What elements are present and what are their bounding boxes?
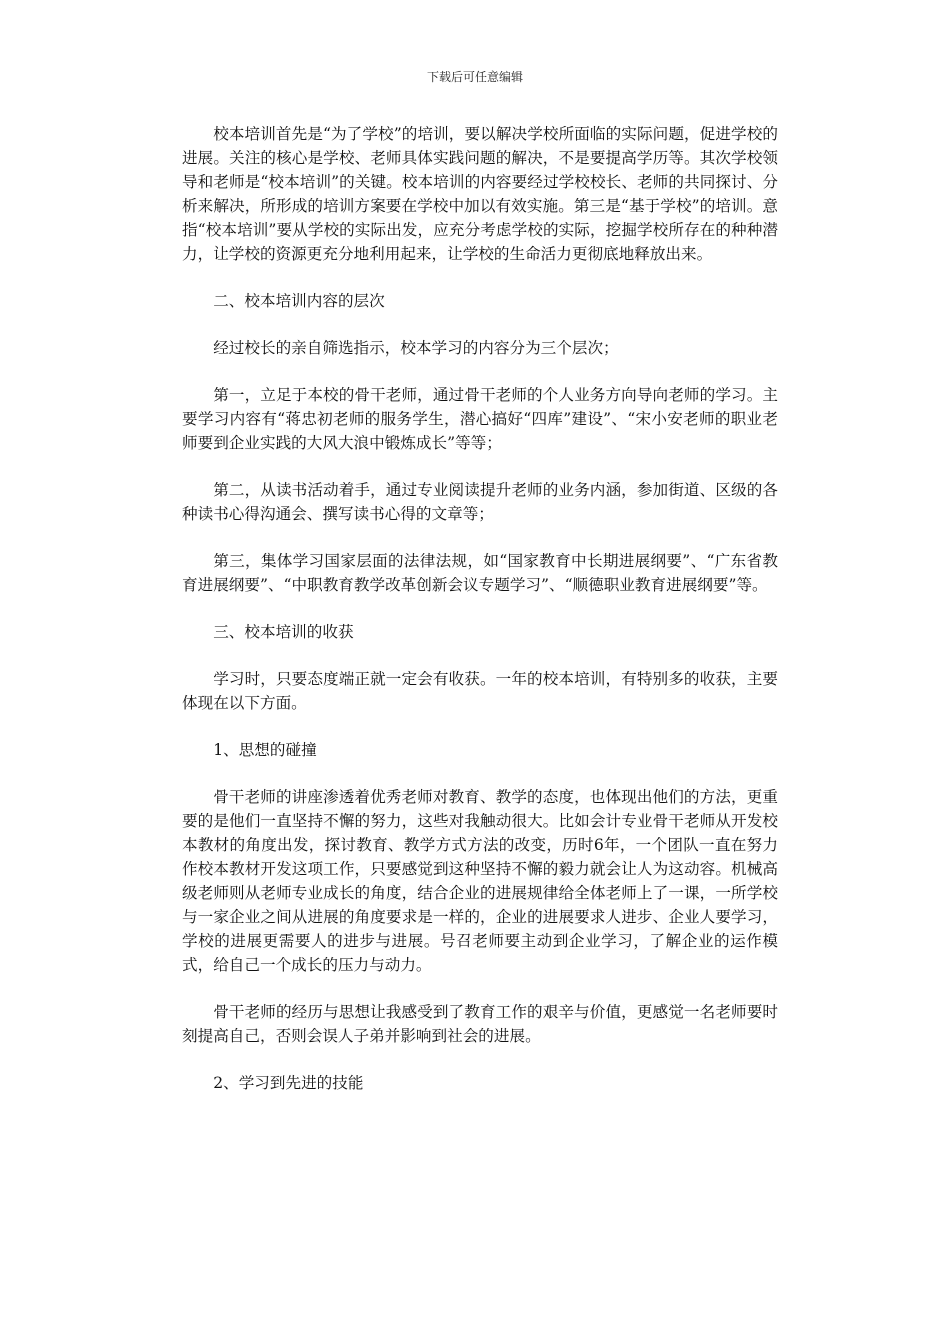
paragraph: 经过校长的亲自筛选指示，校本学习的内容分为三个层次； — [213, 339, 619, 357]
paragraph: 第二，从读书活动着手，通过专业阅读提升老师的业务内涵，参加街道、区级的各种读书心得沟通会、撰写读书心得的文章等； — [182, 481, 778, 523]
document-body — [182, 122, 778, 1118]
paragraph: 第一，立足于本校的骨干老师，通过骨干老师的个人业务方向导向老师的学习。主要学习内容有“蒋忠初老师的服务学生，潜心搞好“四库”建设”、“宋小安老师的职业老师要到企业实践的大风大浪中锻炼成长”等等； — [182, 386, 778, 452]
paragraph: 校本培训首先是“为了学校”的培训，要以解决学校所面临的实际问题，促进学校的进展。关注的核心是学校、老师具体实践问题的解决，不是要提高学历等。其次学校领导和老师是“校本培训”的关键。校本培训的内容要经过学校校长、老师的共同探讨、分析来解决，所形成的培训方案要在学校中加以有效实施。第三是“基于学校”的培训。意指“校本培训”要从学校的实际出发，应充分考虑学校的实际，挖掘学校所存在的种种潜力，让学校的资源更充分地利用起来，让学校的生命活力更彻底地释放出来。 — [182, 125, 778, 263]
subsection-heading: 1、思想的碰撞 — [213, 741, 317, 759]
paragraph: 骨干老师的讲座渗透着优秀老师对教育、教学的态度，也体现出他们的方法，更重要的是他们一直坚持不懈的努力，这些对我触动很大。比如会计专业骨干老师从开发校本教材的角度出发，探讨教育、教学方式方法的改变，历时6年，一个团队一直在努力作校本教材开发这项工作，只要感觉到这种坚持不懈的毅力就会让人为这动容。机械高级老师则从老师专业成长的角度，结合企业的进展规律给全体老师上了一课，一所学校与一家企业之间从进展的角度要求是一样的，企业的进展要求人进步、企业人要学习，学校的进展更需要人的进步与进展。号召老师要主动到企业学习，了解企业的运作模式，给自己一个成长的压力与动力。 — [182, 788, 778, 974]
subsection-heading: 2、学习到先进的技能 — [213, 1074, 364, 1092]
paragraph: 骨干老师的经历与思想让我感受到了教育工作的艰辛与价值，更感觉一名老师要时刻提高自己，否则会误人子弟并影响到社会的进展。 — [182, 1003, 778, 1045]
section-heading: 三、校本培训的收获 — [213, 623, 354, 641]
paragraph: 第三，集体学习国家层面的法律法规，如“国家教育中长期进展纲要”、“广东省教育进展纲要”、“中职教育教学改革创新会议专题学习”、“顺德职业教育进展纲要”等。 — [182, 552, 778, 594]
paragraph: 学习时，只要态度端正就一定会有收获。一年的校本培训，有特别多的收获，主要体现在以下方面。 — [182, 670, 778, 712]
page-header: 下载后可任意编辑 — [426, 70, 523, 84]
section-heading: 二、校本培训内容的层次 — [213, 292, 385, 310]
